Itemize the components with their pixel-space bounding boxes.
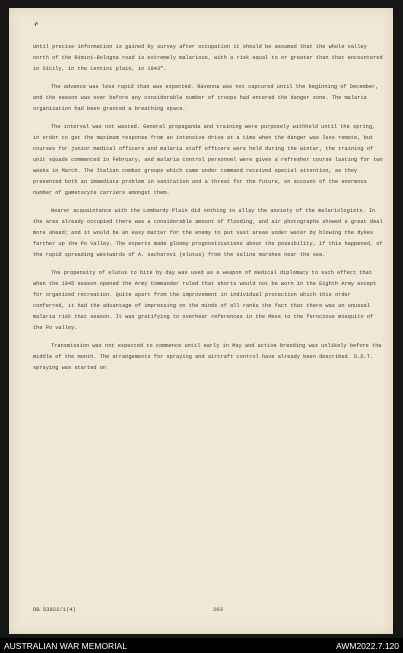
paragraph-6: Transmission was not expected to commence until early in May and active breeding was unlikely before the middle of the month. The arrangements for spraying and aircraft control have already been described. D.D.T. spraying was started on	[33, 343, 382, 371]
document-body	[33, 42, 383, 381]
paragraph-1: Until precise information is gained by survey after occupation it should be assumed that the whole valley north of the Rimini-Bologna road is extremely malarious, with a risk equal to or greater than that encountered in Sicily, in the Lentini plain, in 1943”.	[33, 44, 383, 72]
corner-mark: “	[31, 19, 44, 34]
document-page	[9, 8, 393, 634]
caption-bar	[0, 638, 403, 653]
paragraph-2: The advance was less rapid than was expected. Ravenna was not captured until the beginning of December, and the season was over before any considerable number of troops had entered the danger zone. The malaria organization had been granted a breathing space.	[33, 84, 379, 112]
paragraph-3: The interval was not wasted. General propaganda and training were purposely withheld until the spring, in order to get the maximum response from an intensive drive at a time when the danger was less remote, but courses for junior medical officers and malaria staff officers were held during the winter, the training of unit squads commenced in February, and malaria control personnel were given a refresher course lasting for two weeks in March. The Italian combat groups which came under command received special attention, as they presented both an immediate problem in sanitation and a threat for the future, on account of the enormous number of gametocyte carriers amongst them.	[33, 124, 383, 196]
paragraph-4: Nearer acquaintance with the Lombardy Plain did nothing to allay the anxiety of the malariologists. In the area already occupied there was a considerable amount of flooding, and air photographs showed a great deal more ahead; and it would be an easy matter for the enemy to put vast areas under water by blowing the dykes farther up the Po Valley. The experts made gloomy prognostications about the possibility, if this happened, of the rapid spreading westwards of A. sacharovi (elutus) from the saline marshes near the sea.	[33, 208, 383, 258]
footer-reference: DB 53922/1(4)	[33, 606, 76, 613]
page-number: 203	[213, 606, 223, 613]
caption-institution: AUSTRALIAN WAR MEMORIAL	[4, 641, 127, 651]
paragraph-5: The propensity of elutus to bite by day was used as a weapon of medical diplomacy to such effect that when the 1945 season opened the Army Commander ruled that shorts would not be worn in the Eighth Army except for organized recreation. Quite apart from the improvement in individual protection which this order conferred, it had the advantage of impressing on the minds of all ranks the fact that there was an unusual malaria risk that season. It was gratifying to overhear references in the Mess to the ferocious mosquito of the Po valley.	[33, 270, 377, 331]
caption-accession-number: AWM2022.7.120	[336, 641, 399, 651]
